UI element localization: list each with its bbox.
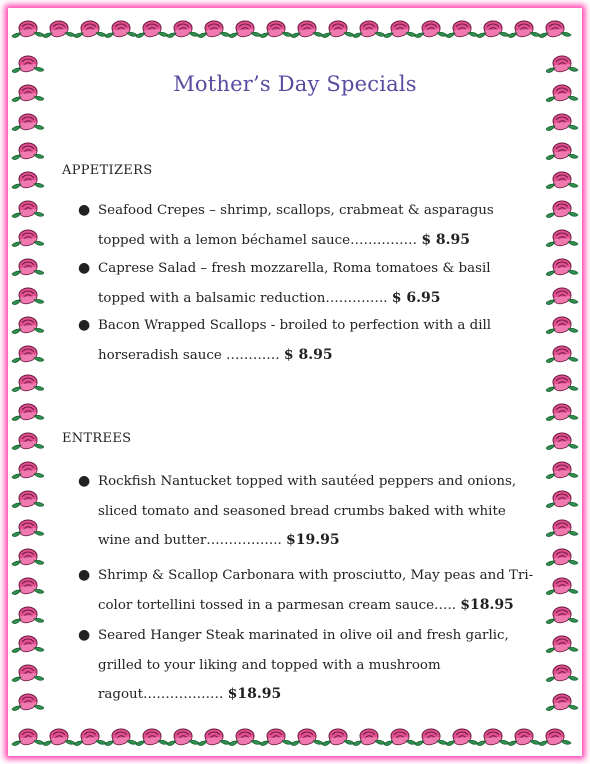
list-item <box>78 467 538 556</box>
bullet-icon: ● <box>78 627 91 643</box>
list-item <box>78 254 538 313</box>
item-price: $18.95 <box>227 686 282 702</box>
list-item <box>78 561 538 620</box>
bullet-icon: ● <box>78 567 91 583</box>
item-price: $ 6.95 <box>391 289 441 306</box>
item-price: $19.95 <box>286 532 340 548</box>
list-item <box>78 621 538 710</box>
page-title: Mother’s Day Specials <box>173 72 417 96</box>
item-description: Seafood Crepes – shrimp, scallops, crabmeat & asparagus topped with a lemon béchamel sauce…………… <box>98 203 494 248</box>
section-heading-appetizers: APPETIZERS <box>62 163 153 178</box>
item-description: Seared Hanger Steak marinated in olive oil and fresh garlic, grilled to your liking and topped with a mushroom ragout……………… <box>98 628 509 702</box>
item-description: Bacon Wrapped Scallops - broiled to perfection with a dill horseradish sauce ………… <box>98 318 492 363</box>
item-price: $18.95 <box>460 596 514 613</box>
item-price: $ 8.95 <box>421 231 471 248</box>
bullet-icon: ● <box>78 202 91 218</box>
bullet-icon: ● <box>78 317 91 333</box>
item-description: Caprese Salad – fresh mozzarella, Roma tomatoes & basil topped with a balsamic reduction………….. <box>98 261 491 306</box>
item-price: $ 8.95 <box>283 346 333 363</box>
bullet-icon: ● <box>78 473 91 489</box>
section-heading-entrees: ENTREES <box>62 431 132 446</box>
item-description: Rockfish Nantucket topped with sautéed peppers and onions, sliced tomato and seasoned bread crumbs baked with white wine and butter…………….. <box>98 474 517 548</box>
list-item <box>78 311 538 370</box>
item-description: Shrimp & Scallop Carbonara with prosciutto, May peas and Tri-color tortellini tossed in a parmesan cream sauce….. <box>98 568 534 613</box>
list-item <box>78 196 538 255</box>
bullet-icon: ● <box>78 260 91 276</box>
